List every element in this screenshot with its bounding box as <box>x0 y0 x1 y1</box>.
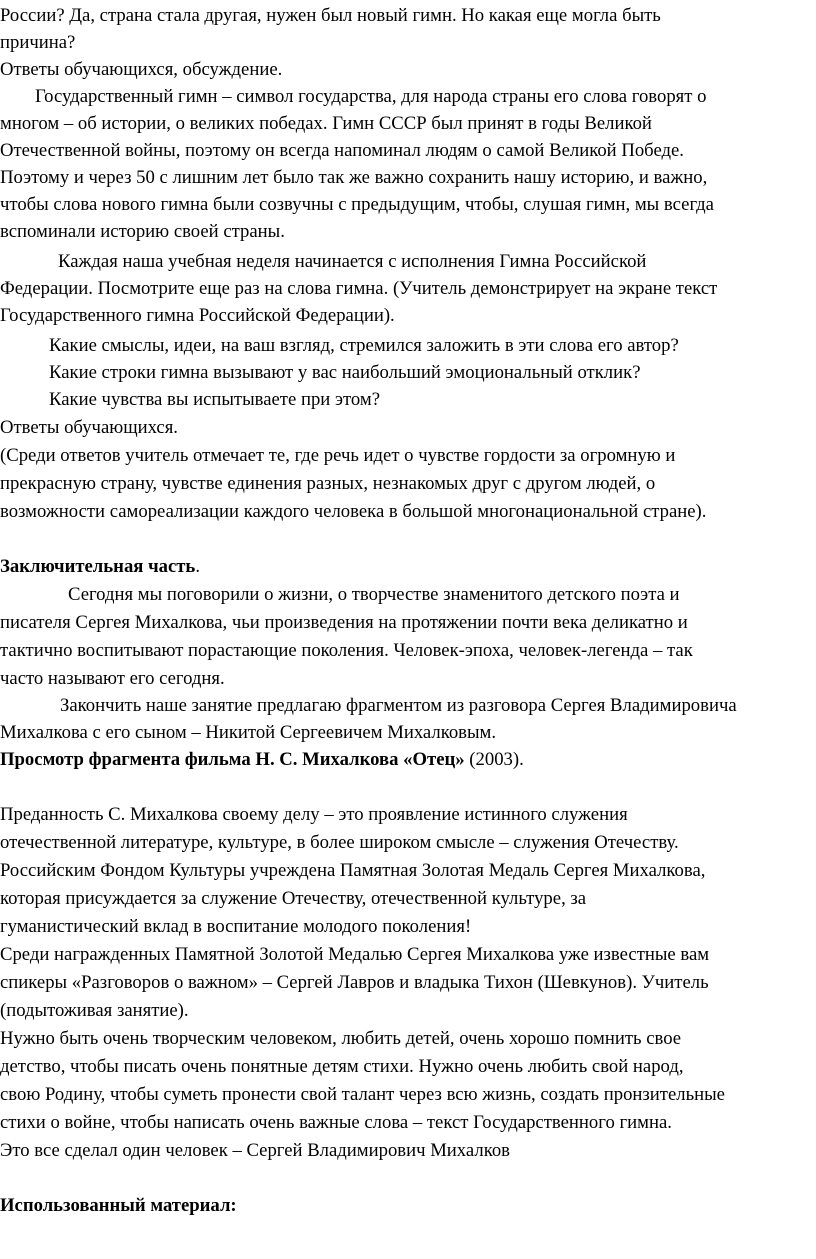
text-line: Государственный гимн – символ государства, для народа страны его слова говорят о <box>35 86 707 107</box>
text-line: (подытоживая занятие). <box>0 1000 189 1021</box>
text-line: которая присуждается за служение Отечеству, отечественной культуре, за <box>0 888 587 909</box>
text-line: Российским Фондом Культуры учреждена Памятная Золотая Медаль Сергея Михалкова, <box>0 860 706 881</box>
text-line: Сегодня мы поговорили о жизни, о творчестве знаменитого детского поэта и <box>68 584 680 605</box>
text-line: Преданность С. Михалкова своему делу – это проявление истинного служения <box>0 804 628 825</box>
text-line: прекрасную страну, чувстве единения разных, незнакомых друг с другом людей, о <box>0 473 656 494</box>
text-line: Это все сделал один человек – Сергей Владимирович Михалков <box>0 1140 510 1161</box>
question-line: Какие смыслы, идеи, на ваш взгляд, стремился заложить в эти слова его автор? <box>49 335 679 356</box>
heading-dot: . <box>195 556 200 577</box>
question-line: Какие строки гимна вызывают у вас наибольший эмоциональный отклик? <box>49 362 641 383</box>
text-line: Каждая наша учебная неделя начинается с исполнения Гимна Российской <box>58 251 647 272</box>
text-line: Закончить наше занятие предлагаю фрагментом из разговора Сергея Владимировича <box>60 695 737 716</box>
text-line: стихи о войне, чтобы написать очень важные слова – текст Государственного гимна. <box>0 1112 672 1133</box>
text-line: (Среди ответов учитель отмечает те, где речь идет о чувстве гордости за огромную и <box>0 445 676 466</box>
text-line: Государственного гимна Российской Федерации). <box>0 305 395 326</box>
text-line: возможности самореализации каждого человека в большой многонациональной стране). <box>0 501 707 522</box>
film-title: Просмотр фрагмента фильма Н. С. Михалкова «Отец» <box>0 749 465 770</box>
text-line: Ответы обучающихся. <box>0 417 178 438</box>
text-line: Нужно быть очень творческим человеком, любить детей, очень хорошо помнить свое <box>0 1028 682 1049</box>
section-heading-final <box>0 553 200 580</box>
text-line: чтобы слова нового гимна были созвучны с предыдущим, чтобы, слушая гимн, мы всегда <box>0 194 714 215</box>
text-line: России? Да, страна стала другая, нужен был новый гимн. Но какая еще могла быть <box>0 5 661 26</box>
section-heading-materials: Использованный материал: <box>0 1195 237 1216</box>
text-line: писателя Сергея Михалкова, чьи произведения на протяжении почти века деликатно и <box>0 612 688 633</box>
heading-text: Заключительная часть <box>0 556 196 577</box>
text-line: Среди награжденных Памятной Золотой Медалью Сергея Михалкова уже известные вам <box>0 944 710 965</box>
text-line: свою Родину, чтобы суметь пронести свой талант через всю жизнь, создать пронзительные <box>0 1084 725 1105</box>
film-year: (2003). <box>464 749 524 770</box>
text-line: тактично воспитывают порастающие поколения. Человек-эпоха, человек-легенда – так <box>0 640 693 661</box>
text-line: Михалкова с его сыном – Никитой Сергеевичем Михалковым. <box>0 722 497 743</box>
text-line: спикеры «Разговоров о важном» – Сергей Лавров и владыка Тихон (Шевкунов). Учитель <box>0 972 709 993</box>
text-line: Федерации. Посмотрите еще раз на слова гимна. (Учитель демонстрирует на экране текст <box>0 278 718 299</box>
film-line <box>0 746 524 773</box>
question-line: Какие чувства вы испытываете при этом? <box>49 389 381 410</box>
text-line: детство, чтобы писать очень понятные детям стихи. Нужно очень любить свой народ, <box>0 1056 684 1077</box>
text-line: вспоминали историю своей страны. <box>0 221 285 242</box>
text-line: причина? <box>0 32 76 53</box>
text-line: отечественной литературе, культуре, в более широком смысле – служения Отечеству. <box>0 832 679 853</box>
text-line: часто называют его сегодня. <box>0 668 225 689</box>
text-line: гуманистический вклад в воспитание молодого поколения! <box>0 916 472 937</box>
text-line: многом – об истории, о великих победах. Гимн СССР был принят в годы Великой <box>0 113 652 134</box>
text-line: Отечественной войны, поэтому он всегда напоминал людям о самой Великой Победе. <box>0 140 684 161</box>
text-line: Ответы обучающихся, обсуждение. <box>0 59 283 80</box>
text-line: Поэтому и через 50 с лишним лет было так же важно сохранить нашу историю, и важно, <box>0 167 708 188</box>
